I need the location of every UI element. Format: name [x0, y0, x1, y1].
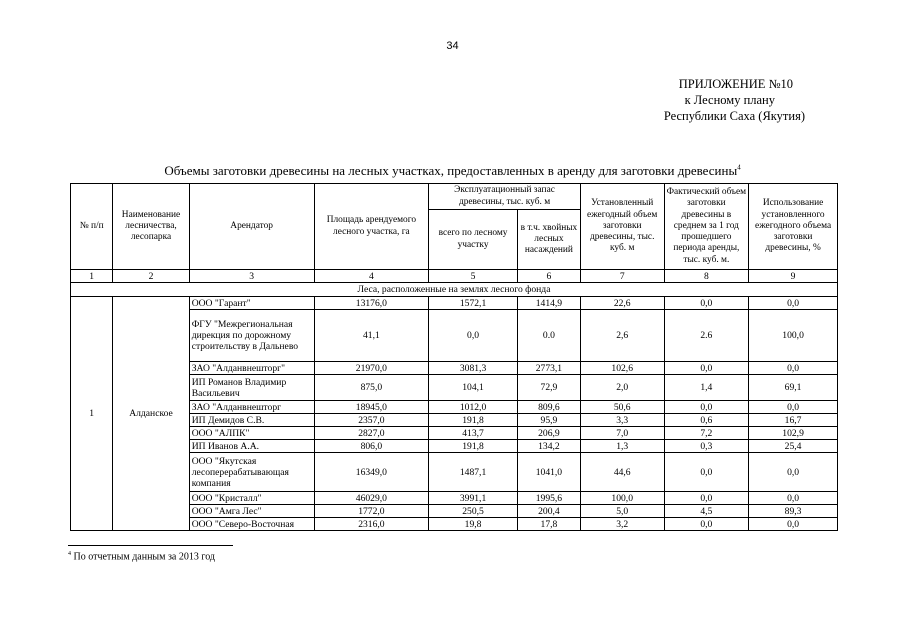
- header-stock-total: всего по лесному участку: [429, 210, 518, 270]
- cell-area: 806,0: [314, 440, 429, 453]
- cell-stock-conifer: 72,9: [517, 375, 580, 401]
- cell-stock-total: 1012,0: [429, 401, 518, 414]
- cell-tenant: ЗАО "Алданвнешторг: [189, 401, 314, 414]
- column-number-row: [71, 270, 838, 283]
- cell-actual: 0,0: [664, 401, 749, 414]
- column-number: 2: [113, 270, 189, 283]
- cell-pct: 89,3: [749, 505, 838, 518]
- cell-pct: 102,9: [749, 427, 838, 440]
- cell-allowed: 3,2: [580, 518, 664, 531]
- group-forestry: Алданское: [113, 297, 189, 531]
- cell-allowed: 1,3: [580, 440, 664, 453]
- header-actual-volume: Фактический объем заготовки древесины в среднем за 1 год прошедшего периода аренды, тыс. куб. м.: [664, 184, 749, 270]
- cell-stock-total: 191,8: [429, 414, 518, 427]
- cell-pct: 0,0: [749, 453, 838, 492]
- cell-allowed: 7,0: [580, 427, 664, 440]
- cell-tenant: ИП Иванов А.А.: [189, 440, 314, 453]
- cell-area: 41,1: [314, 310, 429, 362]
- column-number: 8: [664, 270, 749, 283]
- appendix-region: Республики Саха (Якутия): [663, 109, 805, 123]
- footnote: [68, 551, 215, 562]
- cell-stock-total: 0,0: [429, 310, 518, 362]
- table-title-text: Объемы заготовки древесины на лесных участках, предоставленных в аренду для заготовки древесины: [164, 163, 738, 178]
- column-number: 5: [429, 270, 518, 283]
- cell-area: 21970,0: [314, 362, 429, 375]
- cell-allowed: 44,6: [580, 453, 664, 492]
- cell-area: 2316,0: [314, 518, 429, 531]
- cell-stock-conifer: 206,9: [517, 427, 580, 440]
- cell-actual: 0,0: [664, 453, 749, 492]
- cell-actual: 0,3: [664, 440, 749, 453]
- cell-pct: 0,0: [749, 492, 838, 505]
- cell-actual: 1,4: [664, 375, 749, 401]
- section-row: [71, 283, 838, 297]
- cell-pct: 25,4: [749, 440, 838, 453]
- cell-pct: 0,0: [749, 297, 838, 310]
- cell-pct: 0,0: [749, 362, 838, 375]
- cell-tenant: ООО "Кристалл": [189, 492, 314, 505]
- column-number: 1: [71, 270, 113, 283]
- cell-stock-total: 250,5: [429, 505, 518, 518]
- cell-pct: 0,0: [749, 518, 838, 531]
- cell-allowed: 2,0: [580, 375, 664, 401]
- cell-stock-conifer: 0.0: [517, 310, 580, 362]
- cell-tenant: ИП Демидов С.В.: [189, 414, 314, 427]
- column-number: 9: [749, 270, 838, 283]
- cell-stock-total: 104,1: [429, 375, 518, 401]
- header-area: Площадь арендуемого лесного участка, га: [314, 184, 429, 270]
- group-number: 1: [71, 297, 113, 531]
- cell-stock-total: 3991,1: [429, 492, 518, 505]
- cell-stock-conifer: 1995,6: [517, 492, 580, 505]
- cell-area: 2827,0: [314, 427, 429, 440]
- cell-tenant: ООО "Якутская лесоперерабатывающая компания: [189, 453, 314, 492]
- footnote-divider: [68, 545, 233, 546]
- cell-area: 1772,0: [314, 505, 429, 518]
- cell-actual: 2.6: [664, 310, 749, 362]
- cell-area: 46029,0: [314, 492, 429, 505]
- cell-tenant: ООО "Северо-Восточная: [189, 518, 314, 531]
- appendix-header: [664, 76, 805, 124]
- table-title: [0, 163, 905, 179]
- column-number: 4: [314, 270, 429, 283]
- cell-stock-conifer: 17,8: [517, 518, 580, 531]
- footnote-mark: 4: [68, 551, 71, 557]
- header-stock-group: Эксплуатационный запас древесины, тыс. куб. м: [429, 184, 581, 210]
- cell-allowed: 102,6: [580, 362, 664, 375]
- cell-allowed: 22,6: [580, 297, 664, 310]
- cell-actual: 0,0: [664, 492, 749, 505]
- cell-allowed: 50,6: [580, 401, 664, 414]
- header-no: № п/п: [71, 184, 113, 270]
- header-stock-conifer: в т.ч. хвойных лесных насаждений: [517, 210, 580, 270]
- header-forestry: Наименование лесничества, лесопарка: [113, 184, 189, 270]
- header-tenant: Арендатор: [189, 184, 314, 270]
- table-row: [71, 297, 838, 310]
- cell-tenant: ООО "АЛПК": [189, 427, 314, 440]
- cell-actual: 0,0: [664, 297, 749, 310]
- cell-stock-conifer: 1414,9: [517, 297, 580, 310]
- cell-area: 16349,0: [314, 453, 429, 492]
- cell-tenant: ИП Романов Владимир Васильевич: [189, 375, 314, 401]
- cell-actual: 7,2: [664, 427, 749, 440]
- cell-allowed: 3,3: [580, 414, 664, 427]
- cell-actual: 4,5: [664, 505, 749, 518]
- cell-area: 13176,0: [314, 297, 429, 310]
- harvest-volume-table: [70, 183, 838, 531]
- column-number: 3: [189, 270, 314, 283]
- cell-allowed: 100,0: [580, 492, 664, 505]
- cell-stock-total: 191,8: [429, 440, 518, 453]
- cell-tenant: ООО "Амга Лес": [189, 505, 314, 518]
- cell-actual: 0,6: [664, 414, 749, 427]
- cell-stock-conifer: 95,9: [517, 414, 580, 427]
- cell-tenant: ЗАО "Алданвнешторг": [189, 362, 314, 375]
- cell-actual: 0,0: [664, 362, 749, 375]
- appendix-title: ПРИЛОЖЕНИЕ №10: [678, 77, 793, 91]
- cell-stock-total: 3081,3: [429, 362, 518, 375]
- cell-pct: 0,0: [749, 401, 838, 414]
- cell-stock-total: 1572,1: [429, 297, 518, 310]
- section-title: Леса, расположенные на землях лесного фонда: [71, 283, 838, 297]
- cell-area: 875,0: [314, 375, 429, 401]
- cell-stock-conifer: 809,6: [517, 401, 580, 414]
- cell-allowed: 5,0: [580, 505, 664, 518]
- column-number: 7: [580, 270, 664, 283]
- cell-area: 18945,0: [314, 401, 429, 414]
- header-row: [71, 184, 838, 210]
- column-number: 6: [517, 270, 580, 283]
- cell-stock-conifer: 134,2: [517, 440, 580, 453]
- cell-area: 2357,0: [314, 414, 429, 427]
- cell-stock-total: 413,7: [429, 427, 518, 440]
- footnote-text: По отчетным данным за 2013 год: [73, 551, 216, 563]
- cell-stock-total: 1487,1: [429, 453, 518, 492]
- cell-pct: 16,7: [749, 414, 838, 427]
- cell-allowed: 2,6: [580, 310, 664, 362]
- header-usage-pct: Использование установленного ежегодного объема заготовки древесины, %: [749, 184, 838, 270]
- title-footnote-mark: 4: [737, 163, 741, 172]
- cell-pct: 69,1: [749, 375, 838, 401]
- cell-stock-conifer: 2773,1: [517, 362, 580, 375]
- cell-stock-conifer: 1041,0: [517, 453, 580, 492]
- cell-tenant: ООО "Гарант": [189, 297, 314, 310]
- cell-stock-conifer: 200,4: [517, 505, 580, 518]
- cell-pct: 100,0: [749, 310, 838, 362]
- appendix-subtitle: к Лесному плану: [684, 93, 775, 107]
- cell-tenant: ФГУ "Межрегиональная дирекция по дорожному строительству в Дальнево: [189, 310, 314, 362]
- cell-actual: 0,0: [664, 518, 749, 531]
- cell-stock-total: 19,8: [429, 518, 518, 531]
- header-allowed-volume: Установленный ежегодный объем заготовки древесины, тыс. куб. м: [580, 184, 664, 270]
- page-number: 34: [446, 40, 459, 52]
